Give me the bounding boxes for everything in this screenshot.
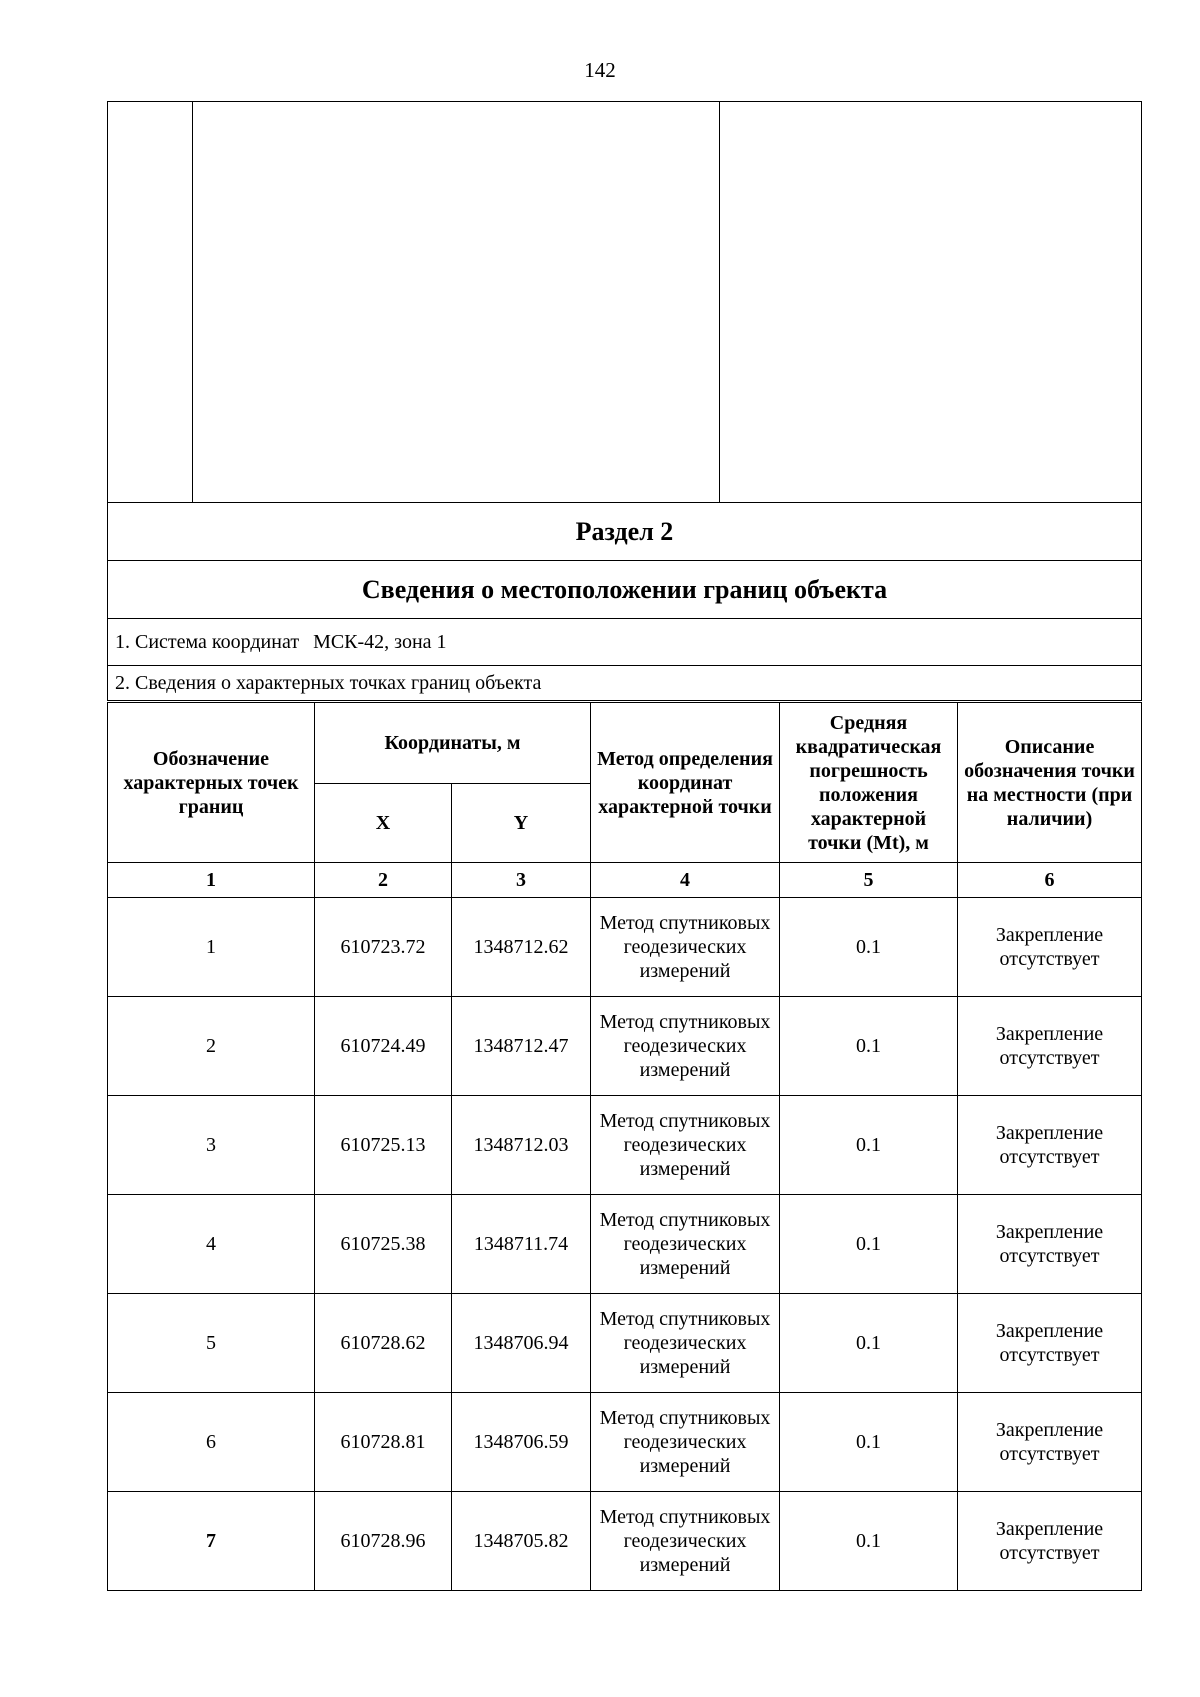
column-numbers-row xyxy=(108,863,1142,898)
error-cell: 0.1 xyxy=(780,1195,958,1294)
error-cell: 0.1 xyxy=(780,1294,958,1393)
header-x: X xyxy=(315,784,452,863)
coordinate-system-value: МСК-42, зона 1 xyxy=(313,630,447,653)
description-cell: Закрепление отсутствует xyxy=(958,997,1142,1096)
coord-x: 610724.49 xyxy=(315,997,452,1096)
method-cell: Метод спутниковых геодезических измерений xyxy=(591,1294,780,1393)
column-number: 1 xyxy=(108,863,315,898)
page-number: 142 xyxy=(584,58,616,82)
header-y: Y xyxy=(452,784,591,863)
column-number: 3 xyxy=(452,863,591,898)
point-id: 6 xyxy=(108,1393,315,1492)
method-cell: Метод спутниковых геодезических измерений xyxy=(591,1393,780,1492)
boundary-points-table xyxy=(107,702,1142,1591)
description-cell: Закрепление отсутствует xyxy=(958,1393,1142,1492)
error-cell: 0.1 xyxy=(780,1096,958,1195)
points-heading: 2. Сведения о характерных точках границ объекта xyxy=(108,666,1142,701)
description-cell: Закрепление отсутствует xyxy=(958,898,1142,997)
error-cell: 0.1 xyxy=(780,997,958,1096)
point-id: 7 xyxy=(108,1492,315,1591)
coord-x: 610725.38 xyxy=(315,1195,452,1294)
column-number: 5 xyxy=(780,863,958,898)
empty-cell-right xyxy=(720,102,1142,503)
point-id: 5 xyxy=(108,1294,315,1393)
point-id: 1 xyxy=(108,898,315,997)
method-cell: Метод спутниковых геодезических измерений xyxy=(591,997,780,1096)
table-row xyxy=(108,1294,1142,1393)
section-frame xyxy=(107,101,1142,701)
error-cell: 0.1 xyxy=(780,1492,958,1591)
section-subtitle: Сведения о местоположении границ объекта xyxy=(108,561,1142,619)
coord-y: 1348711.74 xyxy=(452,1195,591,1294)
table-row xyxy=(108,1195,1142,1294)
header-coordinates: Координаты, м xyxy=(315,703,591,784)
coord-x: 610723.72 xyxy=(315,898,452,997)
coordinate-system-label: 1. Система координат xyxy=(115,630,300,653)
method-cell: Метод спутниковых геодезических измерений xyxy=(591,1096,780,1195)
empty-cell-middle xyxy=(193,102,720,503)
coordinate-system-line xyxy=(108,619,1142,666)
method-cell: Метод спутниковых геодезических измерений xyxy=(591,1492,780,1591)
coord-x: 610728.96 xyxy=(315,1492,452,1591)
header-error: Средняя квадратическая погрешность положения характерной точки (Mt), м xyxy=(780,703,958,863)
header-description: Описание обозначения точки на местности (при наличии) xyxy=(958,703,1142,863)
column-number: 6 xyxy=(958,863,1142,898)
section-title: Раздел 2 xyxy=(108,503,1142,561)
method-cell: Метод спутниковых геодезических измерений xyxy=(591,1195,780,1294)
table-row xyxy=(108,997,1142,1096)
method-cell: Метод спутниковых геодезических измерений xyxy=(591,898,780,997)
description-cell: Закрепление отсутствует xyxy=(958,1492,1142,1591)
point-id: 4 xyxy=(108,1195,315,1294)
header-designation: Обозначение характерных точек границ xyxy=(108,703,315,863)
point-id: 3 xyxy=(108,1096,315,1195)
table-row xyxy=(108,1393,1142,1492)
header-method: Метод определения координат характерной точки xyxy=(591,703,780,863)
empty-top-box xyxy=(108,102,1142,503)
column-number: 4 xyxy=(591,863,780,898)
coord-y: 1348712.47 xyxy=(452,997,591,1096)
coord-y: 1348712.03 xyxy=(452,1096,591,1195)
coord-y: 1348706.94 xyxy=(452,1294,591,1393)
column-number: 2 xyxy=(315,863,452,898)
coord-x: 610728.81 xyxy=(315,1393,452,1492)
coord-y: 1348706.59 xyxy=(452,1393,591,1492)
description-cell: Закрепление отсутствует xyxy=(958,1294,1142,1393)
coord-x: 610725.13 xyxy=(315,1096,452,1195)
table-row xyxy=(108,1096,1142,1195)
description-cell: Закрепление отсутствует xyxy=(958,1195,1142,1294)
empty-cell-left xyxy=(108,102,193,503)
point-id: 2 xyxy=(108,997,315,1096)
error-cell: 0.1 xyxy=(780,898,958,997)
table-row xyxy=(108,898,1142,997)
description-cell: Закрепление отсутствует xyxy=(958,1096,1142,1195)
coord-y: 1348712.62 xyxy=(452,898,591,997)
coord-y: 1348705.82 xyxy=(452,1492,591,1591)
error-cell: 0.1 xyxy=(780,1393,958,1492)
coord-x: 610728.62 xyxy=(315,1294,452,1393)
table-row xyxy=(108,1492,1142,1591)
